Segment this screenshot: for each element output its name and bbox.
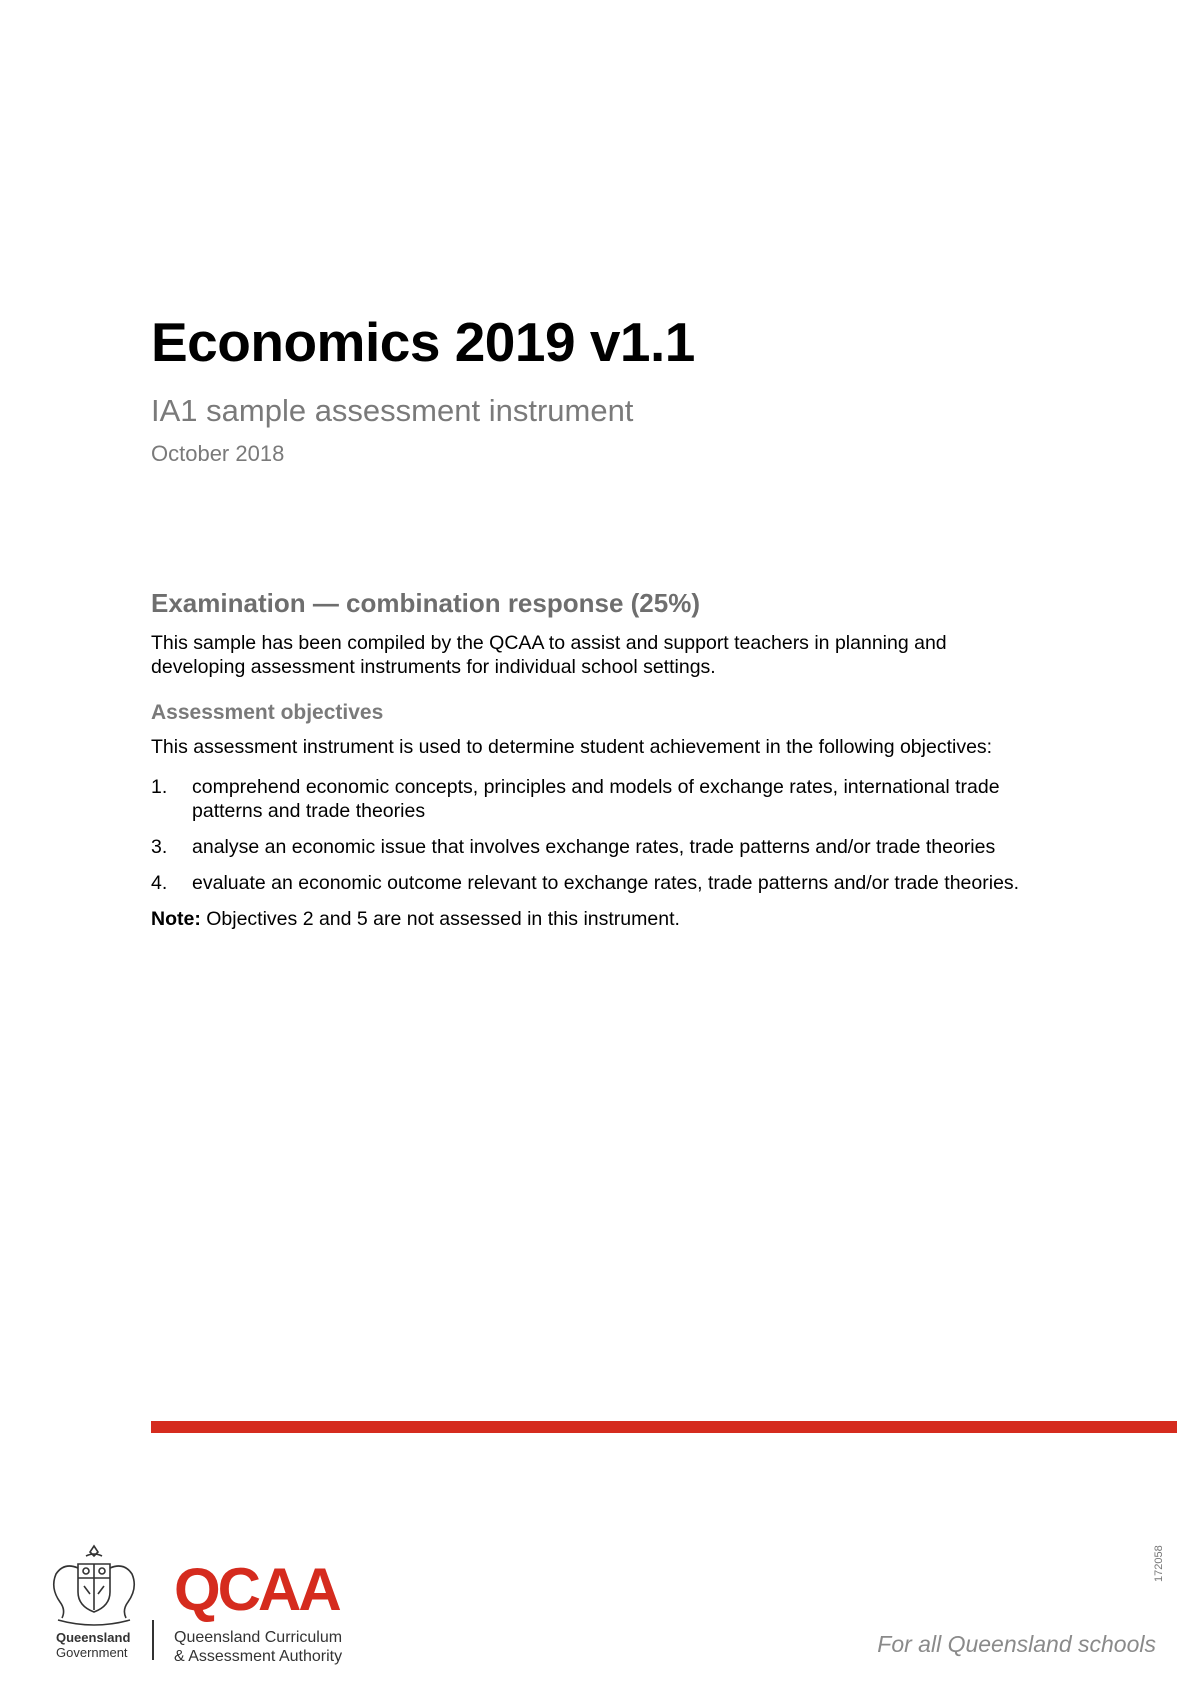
list-item-number: 1. (151, 776, 168, 799)
note-label: Note: (151, 908, 201, 931)
qcaa-name (174, 1628, 342, 1666)
list-item (151, 871, 1031, 895)
document-title: Economics 2019 v1.1 (151, 311, 695, 373)
logo-divider (152, 1620, 154, 1660)
footer-logo (44, 1540, 364, 1665)
objectives-heading: Assessment objectives (151, 701, 384, 725)
footer-tagline: For all Queensland schools (877, 1631, 1156, 1657)
queensland-crest-icon (44, 1540, 144, 1628)
qld-line-2: Government (56, 1645, 128, 1660)
list-item-number: 3. (151, 836, 168, 859)
note (151, 907, 1031, 931)
document-code: 172058 (1153, 1545, 1165, 1582)
qcaa-line-1: Queensland Curriculum (174, 1629, 343, 1646)
list-item-text: evaluate an economic outcome relevant to exchange rates, trade patterns and/or trade theories. (192, 872, 1020, 895)
list-item-text: comprehend economic concepts, principles and models of exchange rates, international trade patterns and trade theories (192, 776, 1000, 823)
main-content (151, 588, 1031, 931)
note-text: Objectives 2 and 5 are not assessed in this instrument. (200, 908, 680, 931)
list-item-text: analyse an economic issue that involves exchange rates, trade patterns and/or trade theories (192, 836, 996, 859)
qcaa-line-2: & Assessment Authority (174, 1648, 343, 1665)
queensland-government-label (56, 1630, 130, 1660)
qld-line-1: Queensland (56, 1630, 131, 1645)
objectives-intro: This assessment instrument is used to determine student achievement in the following objectives: (151, 736, 993, 759)
document-date: October 2018 (151, 441, 285, 466)
objectives-list (151, 775, 1031, 895)
list-item (151, 835, 1031, 859)
list-item (151, 775, 1031, 823)
list-item-number: 4. (151, 872, 168, 895)
red-divider (151, 1421, 1177, 1433)
section-heading: Examination — combination response (25%) (151, 588, 700, 618)
document-subtitle: IA1 sample assessment instrument (151, 393, 634, 428)
section-intro: This sample has been compiled by the QCAA to assist and support teachers in planning and developing assessment instruments for individual school settings. (151, 632, 947, 679)
qcaa-logo: QCAA (174, 1556, 339, 1623)
